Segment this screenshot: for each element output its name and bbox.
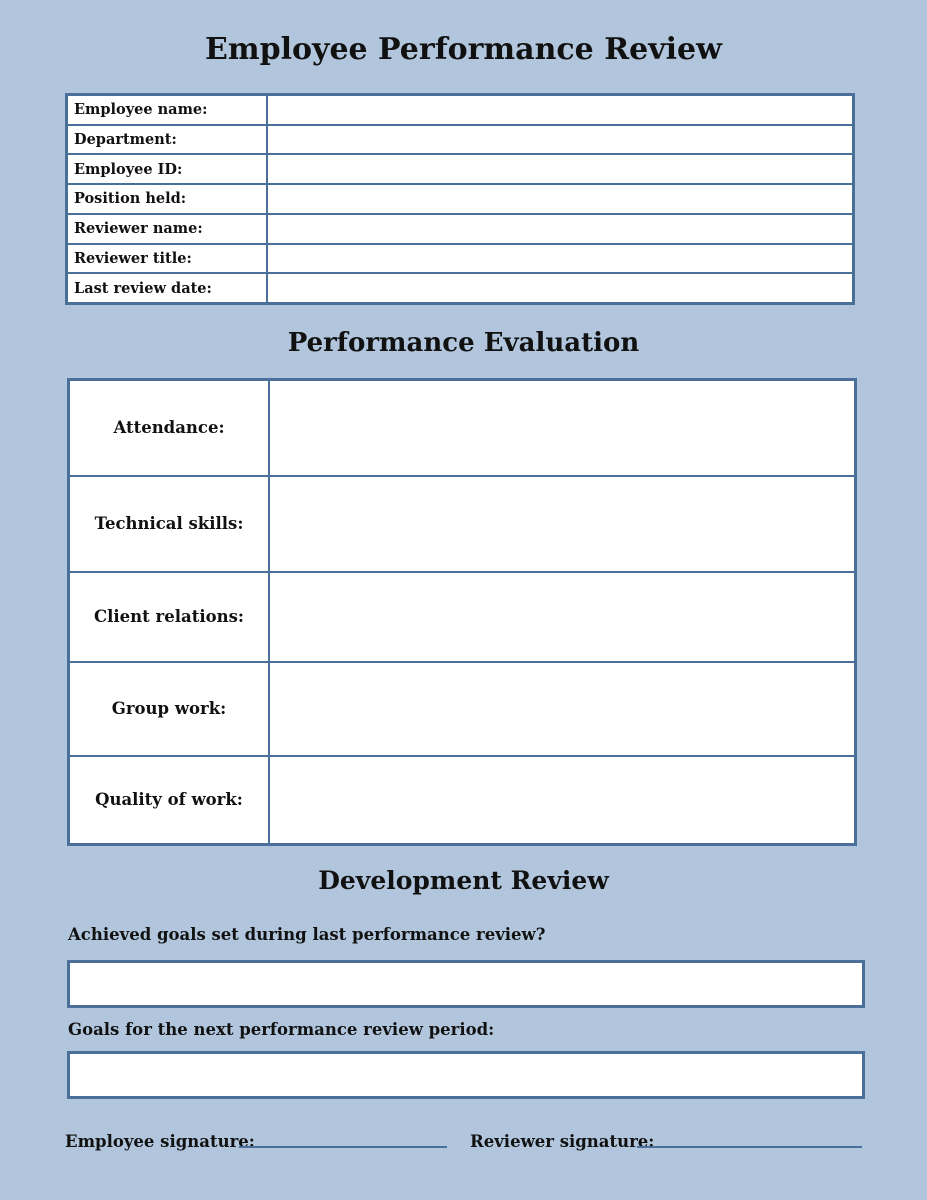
employee-signature-label: Employee signature: xyxy=(65,1132,255,1151)
table-row xyxy=(69,380,856,476)
table-row xyxy=(69,476,856,572)
development-review-heading: Development Review xyxy=(318,866,609,895)
quality-of-work-field[interactable] xyxy=(269,756,856,845)
employee-id-label: Employee ID: xyxy=(67,154,268,184)
reviewer-signature-line[interactable] xyxy=(637,1146,862,1148)
table-row xyxy=(67,273,854,303)
table-row xyxy=(67,95,854,125)
table-row xyxy=(67,214,854,244)
group-work-field[interactable] xyxy=(269,662,856,756)
page-title: Employee Performance Review xyxy=(205,32,722,67)
table-row xyxy=(67,154,854,184)
group-work-label: Group work: xyxy=(69,662,270,756)
achieved-goals-field[interactable] xyxy=(67,960,865,1008)
table-row xyxy=(67,184,854,214)
employee-info-table xyxy=(65,93,855,305)
table-row xyxy=(69,662,856,756)
department-label: Department: xyxy=(67,125,268,155)
technical-skills-label: Technical skills: xyxy=(69,476,270,572)
table-row xyxy=(67,244,854,274)
employee-name-label: Employee name: xyxy=(67,95,268,125)
achieved-goals-question: Achieved goals set during last performance review? xyxy=(68,925,546,944)
position-held-field[interactable] xyxy=(267,184,854,214)
attendance-label: Attendance: xyxy=(69,380,270,476)
position-held-label: Position held: xyxy=(67,184,268,214)
attendance-field[interactable] xyxy=(269,380,856,476)
reviewer-title-field[interactable] xyxy=(267,244,854,274)
client-relations-field[interactable] xyxy=(269,572,856,662)
employee-id-field[interactable] xyxy=(267,154,854,184)
next-goals-question: Goals for the next performance review period: xyxy=(68,1020,495,1039)
department-field[interactable] xyxy=(267,125,854,155)
quality-of-work-label: Quality of work: xyxy=(69,756,270,845)
last-review-date-label: Last review date: xyxy=(67,273,268,303)
employee-name-field[interactable] xyxy=(267,95,854,125)
technical-skills-field[interactable] xyxy=(269,476,856,572)
employee-signature-line[interactable] xyxy=(239,1146,447,1148)
client-relations-label: Client relations: xyxy=(69,572,270,662)
reviewer-name-label: Reviewer name: xyxy=(67,214,268,244)
reviewer-signature-label: Reviewer signature: xyxy=(470,1132,655,1151)
performance-evaluation-table xyxy=(67,378,857,846)
reviewer-title-label: Reviewer title: xyxy=(67,244,268,274)
last-review-date-field[interactable] xyxy=(267,273,854,303)
performance-evaluation-heading: Performance Evaluation xyxy=(287,328,640,358)
table-row xyxy=(69,572,856,662)
reviewer-name-field[interactable] xyxy=(267,214,854,244)
next-goals-field[interactable] xyxy=(67,1051,865,1099)
table-row xyxy=(67,125,854,155)
table-row xyxy=(69,756,856,845)
